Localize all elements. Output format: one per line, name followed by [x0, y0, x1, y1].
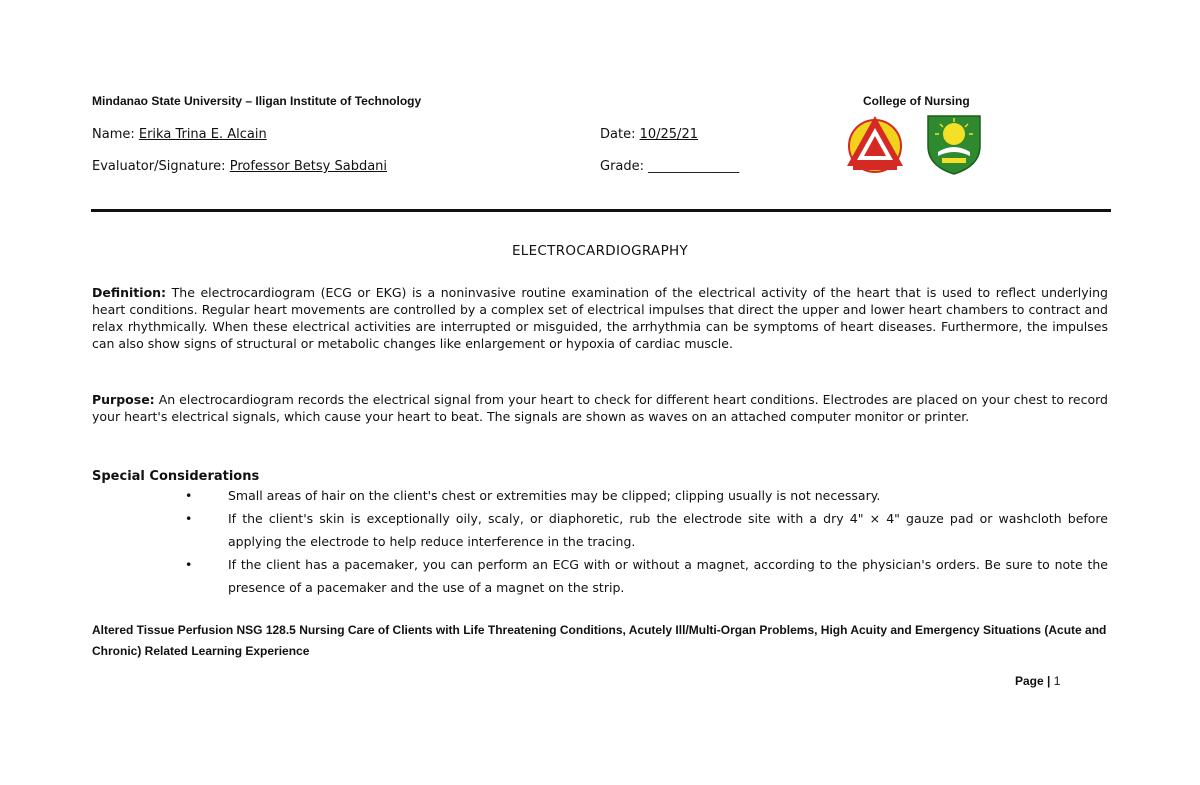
page-label: Page — [1015, 674, 1044, 688]
page-separator: | — [1047, 674, 1051, 688]
college-of-nursing-logo-icon — [922, 112, 986, 176]
evaluator-label: Evaluator/Signature: — [92, 159, 226, 174]
date-field — [600, 127, 698, 142]
purpose-text: An electrocardiogram records the electrical signal from your heart to check for different heart conditions. Electrodes are placed on your chest to record your heart's electrical signals, which cause your heart to beat. The signals are shown as waves on an attached computer monitor or printer. — [92, 392, 1108, 424]
date-value: 10/25/21 — [639, 127, 698, 142]
page-title: ELECTROCARDIOGRAPHY — [511, 243, 689, 259]
header-divider — [91, 209, 1111, 212]
special-considerations-heading: Special Considerations — [92, 469, 260, 484]
definition-text: The electrocardiogram (ECG or EKG) is a noninvasive routine examination of the electrical activity of the heart that is used to reflect underlying heart conditions. Regular heart movements are controlled by a complex set of electrical impulses that direct the upper and lower heart chambers to contract and relax rhythmically. When these electrical activities are interrupted or misguided, the arrhythmia can be symptoms of heart diseases. Furthermore, the impulses can also show signs of structural or metabolic changes like enlargement or hypoxia of cardiac muscle. — [92, 285, 1108, 351]
bullet-icon: • — [185, 511, 193, 526]
msu-iit-logo-icon — [843, 112, 907, 176]
special-considerations-list — [182, 484, 1108, 599]
evaluator-field — [92, 159, 387, 174]
definition-paragraph — [92, 284, 1108, 352]
definition-label: Definition: — [92, 285, 167, 300]
bullet-icon: • — [185, 557, 193, 572]
list-item: • Small areas of hair on the client's chest or extremities may be clipped; clipping usually is not necessary. — [182, 484, 1108, 507]
purpose-label: Purpose: — [92, 392, 155, 407]
name-field — [92, 127, 267, 142]
university-name: Mindanao State University – Iligan Institute of Technology — [92, 94, 422, 108]
grade-label: Grade: — [600, 159, 645, 174]
list-item: • If the client's skin is exceptionally oily, scaly, or diaphoretic, rub the electrode site with a dry 4" × 4" gauze pad or washcloth before applying the electrode to help reduce interference in the tracing. — [182, 507, 1108, 553]
grade-value: ______________ — [648, 159, 740, 174]
course-description: Altered Tissue Perfusion NSG 128.5 Nursing Care of Clients with Life Threatening Conditions, Acutely Ill/Multi-Organ Problems, High Acuity and Emergency Situations (Acute and Chronic) Related Learning Experience — [92, 623, 1107, 658]
list-item: • If the client has a pacemaker, you can perform an ECG with or without a magnet, according to the physician's orders. Be sure to note the presence of a pacemaker and the use of a magnet on the strip. — [182, 553, 1108, 599]
name-value: Erika Trina E. Alcain — [138, 127, 267, 142]
page-number — [1015, 674, 1060, 688]
grade-field — [600, 159, 739, 174]
name-label: Name: — [92, 127, 135, 142]
college-name: College of Nursing — [863, 94, 970, 108]
date-label: Date: — [600, 127, 636, 142]
purpose-paragraph — [92, 391, 1108, 425]
bullet-icon: • — [185, 488, 193, 503]
page-number-value: 1 — [1053, 674, 1061, 688]
evaluator-value: Professor Betsy Sabdani — [229, 159, 388, 174]
